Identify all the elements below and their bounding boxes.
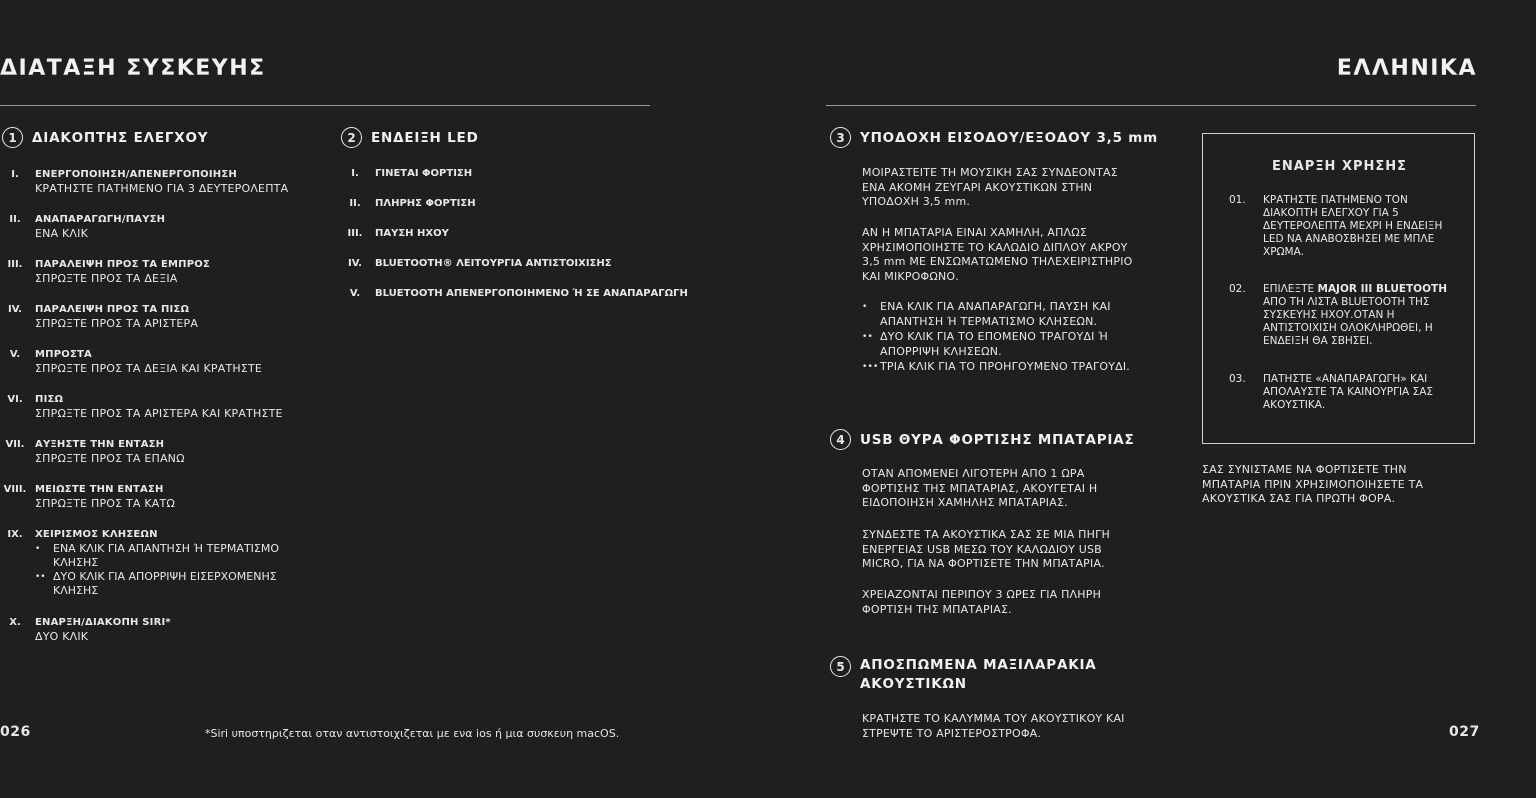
roman-numeral: II. xyxy=(9,214,21,225)
step-number: 03. xyxy=(1229,373,1246,385)
led-item xyxy=(340,198,476,209)
roman-numeral: VI. xyxy=(7,394,23,405)
usb-paragraph-2: ΣΥΝΔΕΣΤΕ ΤΑ ΑΚΟΥΣΤΙΚΑ ΣΑΣ ΣΕ ΜΙΑ ΠΗΓΗ ΕΝΕΡΓΕΙΑΣ USB ΜΕΣΩ ΤΟΥ ΚΑΛΩΔΙΟΥ USB MICRO, ΓΙΑ ΝΑ ΦΟΡΤΙΣΕΤΕ ΤΗΝ ΜΠΑΤΑΡΙΑ. xyxy=(862,528,1110,570)
bullet-item xyxy=(35,570,325,598)
divider-left xyxy=(0,105,650,106)
item-title: ΠΑΡΑΛΕΙΨΗ ΠΡΟΣ ΤΑ ΠΙΣΩ xyxy=(35,304,190,315)
item-title: ΕΝΕΡΓΟΠΟΙΗΣΗ/ΑΠΕΝΕΡΓΟΠΟΙΗΣΗ xyxy=(35,169,237,180)
step-text: ΠΑΤΗΣΤΕ «ΑΝΑΠΑΡΑΓΩΓΗ» ΚΑΙ ΑΠΟΛΑΥΣΤΕ ΤΑ ΚΑΙΝΟΥΡΓΙΑ ΣΑΣ ΑΚΟΥΣΤΙΚΑ. xyxy=(1263,373,1434,411)
roman-numeral: IX. xyxy=(7,529,23,540)
item-desc: ΕΝΑ ΚΛΙΚ xyxy=(35,227,88,240)
item-title: ΑΥΞΗΣΤΕ ΤΗΝ ΕΝΤΑΣΗ xyxy=(35,439,165,450)
item-desc: ΣΠΡΩΞΤΕ ΠΡΟΣ ΤΑ ΕΠΑΝΩ xyxy=(35,452,185,465)
section-title-line-1: ΑΠΟΣΠΩΜΕΝΑ ΜΑΞΙΛΑΡΑΚΙΑ xyxy=(860,657,1097,673)
roman-numeral: III. xyxy=(347,228,363,239)
section-title xyxy=(860,656,1097,694)
section-number: 4 xyxy=(830,429,851,450)
section-audio-jack-header xyxy=(830,127,1158,148)
section-number: 1 xyxy=(2,127,23,148)
section-led-header xyxy=(341,127,479,148)
step-text-bold: MAJOR III BLUETOOTH xyxy=(1317,283,1447,295)
page-number-left: 026 xyxy=(0,724,31,740)
item-title: ΜΕΙΩΣΤΕ ΤΗΝ ΕΝΤΑΣΗ xyxy=(35,484,164,495)
bullet-text: ΤΡΙΑ ΚΛΙΚ ΓΙΑ ΤΟ ΠΡΟΗΓΟΥΜΕΝΟ ΤΡΑΓΟΥΔΙ. xyxy=(880,360,1130,373)
bullet-dots: • xyxy=(35,544,41,554)
led-item xyxy=(340,258,612,269)
bullet-item xyxy=(35,542,325,570)
item-desc: ΣΠΡΩΞΤΕ ΠΡΟΣ ΤΑ ΑΡΙΣΤΕΡΑ ΚΑΙ ΚΡΑΤΗΣΤΕ xyxy=(35,407,283,420)
led-label: BLUETOOTH® ΛΕΙΤΟΥΡΓΙΑ ΑΝΤΙΣΤΟΙΧΙΣΗΣ xyxy=(375,258,612,269)
page-number-right: 027 xyxy=(1449,724,1480,740)
bullet-dots: ••• xyxy=(862,362,879,372)
bullet-item xyxy=(862,300,1142,329)
bullet-dots: •• xyxy=(862,332,874,342)
siri-footnote: *Siri υποστηριζεται οταν αντιστοιχιζεται με ενα ios ή μια συσκευη macOS. xyxy=(205,727,620,740)
item-desc: ΣΠΡΩΞΤΕ ΠΡΟΣ ΤΑ ΚΑΤΩ xyxy=(35,497,175,510)
section-number: 5 xyxy=(830,656,851,677)
audio-jack-paragraph-2: ΑΝ Η ΜΠΑΤΑΡΙΑ ΕΙΝΑΙ ΧΑΜΗΛΗ, ΑΠΛΩΣ ΧΡΗΣΙΜΟΠΟΙΗΣΤΕ ΤΟ ΚΑΛΩΔΙΟ ΔΙΠΛΟΥ ΑΚΡΟΥ 3,5 mm ΜΕ ΕΝΣΩΜΑΤΩΜΕΝΟ ΤΗΛΕΧΕΙΡΙΣΤΗΡΙΟ ΚΑΙ ΜΙΚΡΟΦΩΝΟ. xyxy=(862,226,1133,283)
roman-numeral: IV. xyxy=(8,304,22,315)
step-number: 02. xyxy=(1229,283,1246,295)
roman-numeral: IV. xyxy=(348,258,362,269)
roman-numeral: V. xyxy=(349,288,361,299)
ear-cushions-paragraph: ΚΡΑΤΗΣΤΕ ΤΟ ΚΑΛΥΜΜΑ ΤΟΥ ΑΚΟΥΣΤΙΚΟΥ ΚΑΙ ΣΤΡΕΨΤΕ ΤΟ ΑΡΙΣΤΕΡΟΣΤΡΟΦΑ. xyxy=(862,712,1125,740)
led-label: ΠΛΗΡΗΣ ΦΟΡΤΙΣΗ xyxy=(375,198,476,209)
item-desc: ΣΠΡΩΞΤΕ ΠΡΟΣ ΤΑ ΑΡΙΣΤΕΡΑ xyxy=(35,317,199,330)
item-title: ΕΝΑΡΞΗ/ΔΙΑΚΟΠΗ SIRI* xyxy=(35,617,171,628)
step-number: 01. xyxy=(1229,194,1246,206)
roman-numeral: I. xyxy=(351,168,359,179)
item-title: ΠΑΡΑΛΕΙΨΗ ΠΡΟΣ ΤΑ ΕΜΠΡΟΣ xyxy=(35,259,210,270)
step-text: ΚΡΑΤΗΣΤΕ ΠΑΤΗΜΕΝΟ ΤΟΝ ΔΙΑΚΟΠΤΗ ΕΛΕΓΧΟΥ ΓΙΑ 5 ΔΕΥΤΕΡΟΛΕΠΤΑ ΜΕΧΡΙ Η ΕΝΔΕΙΞΗ LED ΝΑ ΑΝΑΒΟΣΒΗΣΕΙ ΜΕ ΜΠΛΕ ΧΡΩΜΑ. xyxy=(1263,194,1443,258)
step-text-rest: ΑΠΟ ΤΗ ΛΙΣΤΑ BLUETOOTH ΤΗΣ ΣΥΣΚΕΥΗΣ ΗΧΟΥ.ΟΤΑΝ Η ΑΝΤΙΣΤΟΙΧΙΣΗ ΟΛΟΚΛΗΡΩΘΕΙ, Η ΕΝΔΕΙΞΗ ΘΑ ΣΒΗΣΕΙ. xyxy=(1263,296,1433,347)
roman-numeral: VII. xyxy=(5,439,25,450)
roman-numeral: V. xyxy=(9,349,21,360)
roman-numeral: X. xyxy=(9,617,21,628)
item-title: ΑΝΑΠΑΡΑΓΩΓΗ/ΠΑΥΣΗ xyxy=(35,214,166,225)
page-title-right: ΕΛΛΗΝΙΚΑ xyxy=(1336,56,1477,81)
bullet-text: ΕΝΑ ΚΛΙΚ ΓΙΑ ΑΝΑΠΑΡΑΓΩΓΗ, ΠΑΥΣΗ ΚΑΙ ΑΠΑΝΤΗΣΗ Ή ΤΕΡΜΑΤΙΣΜΟ ΚΛΗΣΕΩΝ. xyxy=(880,300,1111,328)
item-desc: ΣΠΡΩΞΤΕ ΠΡΟΣ ΤΑ ΔΕΞΙΑ ΚΑΙ ΚΡΑΤΗΣΤΕ xyxy=(35,362,263,375)
getting-started-box xyxy=(1202,133,1475,444)
section-title: USB ΘΥΡΑ ΦΟΡΤΙΣΗΣ ΜΠΑΤΑΡΙΑΣ xyxy=(860,431,1135,448)
roman-numeral: III. xyxy=(7,259,23,270)
led-item xyxy=(340,228,449,239)
led-label: ΠΑΥΣΗ ΗΧΟΥ xyxy=(375,228,449,239)
section-number: 2 xyxy=(341,127,362,148)
bullet-text: ΕΝΑ ΚΛΙΚ ΓΙΑ ΑΠΑΝΤΗΣΗ Ή ΤΕΡΜΑΤΙΣΜΟ ΚΛΗΣΗΣ xyxy=(53,542,280,569)
usb-paragraph-1: ΟΤΑΝ ΑΠΟΜΕΝΕΙ ΛΙΓΟΤΕΡΗ ΑΠΟ 1 ΩΡΑ ΦΟΡΤΙΣΗΣ ΤΗΣ ΜΠΑΤΑΡΙΑΣ, ΑΚΟΥΓΕΤΑΙ Η ΕΙΔΟΠΟΙΗΣΗ ΧΑΜΗΛΗΣ ΜΠΑΤΑΡΙΑΣ. xyxy=(862,467,1098,509)
item-desc: ΣΠΡΩΞΤΕ ΠΡΟΣ ΤΑ ΔΕΞΙΑ xyxy=(35,272,178,285)
led-item xyxy=(340,288,688,299)
section-title: ΕΝΔΕΙΞΗ LED xyxy=(371,129,479,146)
roman-numeral: I. xyxy=(11,169,19,180)
roman-numeral: II. xyxy=(349,198,361,209)
section-title-line-2: ΑΚΟΥΣΤΙΚΩΝ xyxy=(860,676,967,692)
charge-recommendation-note: ΣΑΣ ΣΥΝΙΣΤΑΜΕ ΝΑ ΦΟΡΤΙΣΕΤΕ ΤΗΝ ΜΠΑΤΑΡΙΑ ΠΡΙΝ ΧΡΗΣΙΜΟΠΟΙΗΣΕΤΕ ΤΑ ΑΚΟΥΣΤΙΚΑ ΣΑΣ ΓΙΑ ΠΡΩΤΗ ΦΟΡΑ. xyxy=(1202,463,1424,505)
section-title: ΥΠΟΔΟΧΗ ΕΙΣΟΔΟΥ/ΕΞΟΔΟΥ 3,5 mm xyxy=(860,129,1159,146)
item-desc: ΚΡΑΤΗΣΤΕ ΠΑΤΗΜΕΝΟ ΓΙΑ 3 ΔΕΥΤΕΡΟΛΕΠΤΑ xyxy=(35,182,289,195)
page-title-left: ΔΙΑΤΑΞΗ ΣΥΣΚΕΥΗΣ xyxy=(0,56,266,81)
audio-jack-bullets xyxy=(862,300,1142,375)
bullet-text: ΔΥΟ ΚΛΙΚ ΓΙΑ ΤΟ ΕΠΟΜΕΝΟ ΤΡΑΓΟΥΔΙ Ή ΑΠΟΡΡΙΨΗ ΚΛΗΣΕΩΝ. xyxy=(880,330,1109,358)
divider-right xyxy=(826,105,1476,106)
step-text-pre: ΕΠΙΛΕΞΤΕ xyxy=(1263,283,1318,295)
item-title: ΠΙΣΩ xyxy=(35,394,64,405)
bullet-item xyxy=(862,360,1142,375)
step-text xyxy=(1263,283,1463,348)
section-control-switch-header xyxy=(2,127,208,148)
led-label: BLUETOOTH ΑΠΕΝΕΡΓΟΠΟΙΗΜΕΝΟ Ή ΣΕ ΑΝΑΠΑΡΑΓΩΓΗ xyxy=(375,288,688,299)
bullet-item xyxy=(862,330,1142,359)
item-title: ΜΠΡΟΣΤΑ xyxy=(35,349,92,360)
usb-paragraph-3: ΧΡΕΙΑΖΟΝΤΑΙ ΠΕΡΙΠΟΥ 3 ΩΡΕΣ ΓΙΑ ΠΛΗΡΗ ΦΟΡΤΙΣΗ ΤΗΣ ΜΠΑΤΑΡΙΑΣ. xyxy=(862,588,1102,616)
section-usb-port-header xyxy=(830,429,1135,450)
section-number: 3 xyxy=(830,127,851,148)
section-ear-cushions-header xyxy=(830,656,1097,694)
roman-numeral: VIII. xyxy=(3,484,27,495)
getting-started-title: ΕΝΑΡΞΗ ΧΡΗΣΗΣ xyxy=(1271,159,1408,174)
led-item xyxy=(340,168,472,179)
item-desc: ΔΥΟ ΚΛΙΚ xyxy=(35,630,89,643)
item-title: ΧΕΙΡΙΣΜΟΣ ΚΛΗΣΕΩΝ xyxy=(35,529,158,540)
bullet-text: ΔΥΟ ΚΛΙΚ ΓΙΑ ΑΠΟΡΡΙΨΗ ΕΙΣΕΡΧΟΜΕΝΗΣ ΚΛΗΣΗΣ xyxy=(53,570,277,597)
audio-jack-paragraph-1: ΜΟΙΡΑΣΤΕΙΤΕ ΤΗ ΜΟΥΣΙΚΗ ΣΑΣ ΣΥΝΔΕΟΝΤΑΣ ΕΝΑ ΑΚΟΜΗ ΖΕΥΓΑΡΙ ΑΚΟΥΣΤΙΚΩΝ ΣΤΗΝ ΥΠΟΔΟΧΗ 3,5 mm. xyxy=(862,166,1118,208)
bullet-dots: •• xyxy=(35,572,46,582)
section-title: ΔΙΑΚΟΠΤΗΣ ΕΛΕΓΧΟΥ xyxy=(32,129,209,146)
led-label: ΓΙΝΕΤΑΙ ΦΟΡΤΙΣΗ xyxy=(375,168,473,179)
bullet-dots: • xyxy=(862,302,868,312)
